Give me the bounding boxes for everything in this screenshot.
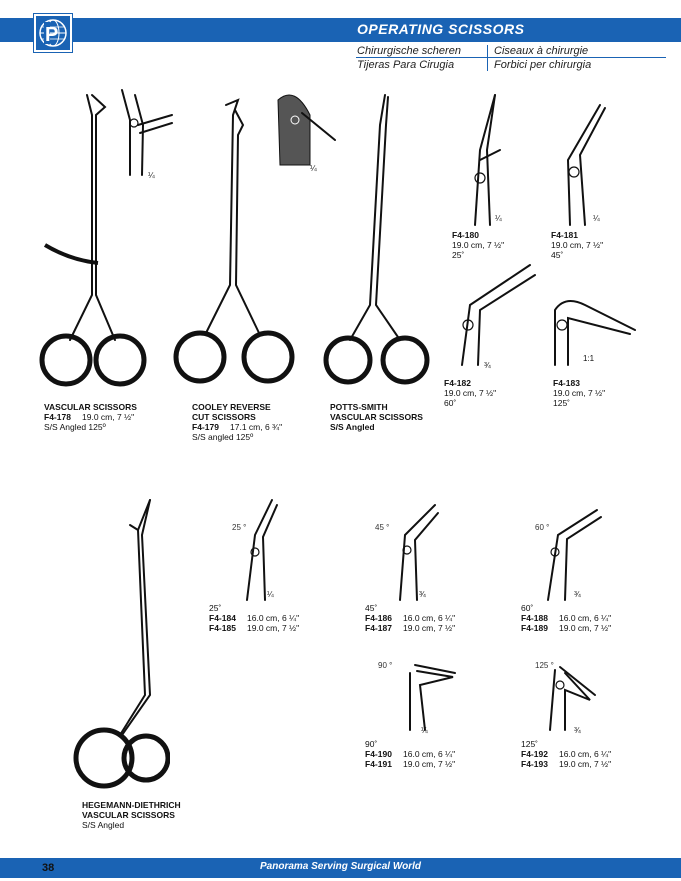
potts-note: S/S Angled xyxy=(330,422,375,432)
f4180-scale: ¼ xyxy=(495,214,502,223)
g90-row-code: F4-190 xyxy=(365,749,392,759)
hegemann-name1: HEGEMANN-DIETHRICH xyxy=(82,800,181,810)
f4182-tip-icon xyxy=(462,265,535,365)
g60-row-size: 16.0 cm, 6 ¼" xyxy=(559,613,612,623)
hegemann-caption xyxy=(82,800,181,830)
potts-name1: POTTS-SMITH xyxy=(330,402,388,412)
footer-bar xyxy=(0,858,681,878)
g90-row-code: F4-191 xyxy=(365,759,392,769)
g25-row-size: 16.0 cm, 6 ¼" xyxy=(247,613,300,623)
g25-row-code: F4-184 xyxy=(209,613,236,623)
g125-scale: ¾ xyxy=(574,726,581,735)
angle-60-tip-icon xyxy=(548,510,601,600)
g45-row-size: 16.0 cm, 6 ¼" xyxy=(403,613,456,623)
g60-row-code: F4-188 xyxy=(521,613,548,623)
g45-row-code: F4-186 xyxy=(365,613,392,623)
potts-caption xyxy=(330,402,423,432)
f4179-name2: CUT SCISSORS xyxy=(192,412,256,422)
subtitle-italian: Forbici per chirurgia xyxy=(494,59,592,71)
f4180-size: 19.0 cm, 7 ½" xyxy=(452,240,505,250)
f4183-code: F4-183 xyxy=(553,378,580,388)
g45-row-code: F4-187 xyxy=(365,623,392,633)
subtitle-dutch: Chirurgische scheren xyxy=(357,45,461,57)
g60-label: 60 ° xyxy=(535,523,550,532)
f4181-code: F4-181 xyxy=(551,230,578,240)
g90-label: 90 ° xyxy=(378,661,393,670)
f4181-tip-icon xyxy=(568,105,605,225)
g60-row-code: F4-189 xyxy=(521,623,548,633)
subtitle-spanish: Tijeras Para Cirugia xyxy=(357,59,455,71)
f4182-angle: 60˚ xyxy=(444,398,457,408)
g25-row-code: F4-185 xyxy=(209,623,236,633)
g60-scale: ¾ xyxy=(574,590,581,599)
g125-row-size: 19.0 cm, 7 ½" xyxy=(559,759,612,769)
g45-label: 45 ° xyxy=(375,523,390,532)
g45-scale: ¾ xyxy=(419,590,426,599)
f4178-name: VASCULAR SCISSORS xyxy=(44,402,137,412)
hegemann-note: S/S Angled xyxy=(82,820,125,830)
page-number: 38 xyxy=(42,862,55,874)
potts-name2: VASCULAR SCISSORS xyxy=(330,412,423,422)
hegemann-diethrich-scissors-icon xyxy=(60,495,170,805)
f4179-size: 17.1 cm, 6 ¾" xyxy=(230,422,283,432)
f4182-size: 19.0 cm, 7 ½" xyxy=(444,388,497,398)
cooley-reverse-cut-scissors-icon xyxy=(176,100,292,381)
g125-row-code: F4-192 xyxy=(521,749,548,759)
g90-caption xyxy=(365,739,455,769)
potts-smith-scissors-icon xyxy=(326,95,427,382)
hegemann-name2: VASCULAR SCISSORS xyxy=(82,810,175,820)
g25-row-size: 19.0 cm, 7 ½" xyxy=(247,623,300,633)
angle-45-tip-icon xyxy=(400,505,438,600)
header-bar xyxy=(0,18,681,42)
f4181-angle: 45˚ xyxy=(551,250,564,260)
f4181-caption xyxy=(551,230,603,260)
f4183-size: 19.0 cm, 7 ½" xyxy=(553,388,606,398)
angle-125-tip-icon xyxy=(550,667,595,730)
g25-label: 25 ° xyxy=(232,523,247,532)
f4179-code: F4-179 xyxy=(192,422,219,432)
f4179-scale: ¼ xyxy=(310,164,317,173)
g90-scale: ¼ xyxy=(421,726,428,735)
g60-caption xyxy=(521,603,611,633)
g25-angle: 25˚ xyxy=(209,603,222,613)
cooley-scissors-detail-icon xyxy=(278,95,335,165)
g125-caption xyxy=(521,739,611,769)
f4181-size: 19.0 cm, 7 ½" xyxy=(551,240,604,250)
f4179-caption xyxy=(192,402,282,442)
svg-text:P: P xyxy=(45,24,59,46)
g90-row-size: 16.0 cm, 6 ¼" xyxy=(403,749,456,759)
f4183-angle: 125˚ xyxy=(553,398,571,408)
f4180-code: F4-180 xyxy=(452,230,479,240)
footer-slogan: Panorama Serving Surgical World xyxy=(260,861,421,872)
f4178-size: 19.0 cm, 7 ½" xyxy=(82,412,135,422)
g45-angle: 45˚ xyxy=(365,603,378,613)
angle-25-tip-icon xyxy=(247,500,277,600)
f4179-name1: COOLEY REVERSE xyxy=(192,402,271,412)
g45-row-size: 19.0 cm, 7 ½" xyxy=(403,623,456,633)
g90-angle: 90˚ xyxy=(365,739,378,749)
vascular-scissors-icon xyxy=(42,95,144,384)
f4182-scale: ¾ xyxy=(484,361,491,370)
vascular-scissors-detail-icon xyxy=(122,90,172,175)
f4182-code: F4-182 xyxy=(444,378,471,388)
f4183-scale: 1:1 xyxy=(583,354,595,363)
logo-icon xyxy=(36,16,70,50)
f4180-caption xyxy=(452,230,504,260)
g25-caption xyxy=(209,603,299,633)
g90-row-size: 19.0 cm, 7 ½" xyxy=(403,759,456,769)
angle-90-tip-icon xyxy=(410,665,455,730)
f4182-caption xyxy=(444,378,496,408)
f4179-note: S/S angled 125º xyxy=(192,432,254,442)
scissors-illustrations-top xyxy=(30,85,450,405)
f4178-caption xyxy=(44,402,137,432)
f4178-note: S/S Angled 125º xyxy=(44,422,106,432)
f4183-caption xyxy=(553,378,605,408)
panorama-globe-logo xyxy=(34,14,72,52)
page-title: OPERATING SCISSORS xyxy=(357,21,525,37)
subtitle-divider-vertical xyxy=(487,45,488,71)
g25-scale: ¼ xyxy=(267,590,274,599)
g60-angle: 60˚ xyxy=(521,603,534,613)
f4180-tip-icon xyxy=(475,95,500,225)
subtitle-french: Ciseaux à chirurgie xyxy=(494,45,589,57)
g60-row-size: 19.0 cm, 7 ½" xyxy=(559,623,612,633)
g125-label: 125 ° xyxy=(535,661,554,670)
f4183-tip-icon xyxy=(555,301,635,365)
f4181-scale: ¼ xyxy=(593,214,600,223)
f4180-angle: 25˚ xyxy=(452,250,465,260)
f4178-code: F4-178 xyxy=(44,412,71,422)
f4178-scale: ¼ xyxy=(148,171,155,180)
g125-row-size: 16.0 cm, 6 ¼" xyxy=(559,749,612,759)
g45-caption xyxy=(365,603,455,633)
g125-row-code: F4-193 xyxy=(521,759,548,769)
g125-angle: 125˚ xyxy=(521,739,539,749)
subtitle-divider xyxy=(356,57,666,58)
